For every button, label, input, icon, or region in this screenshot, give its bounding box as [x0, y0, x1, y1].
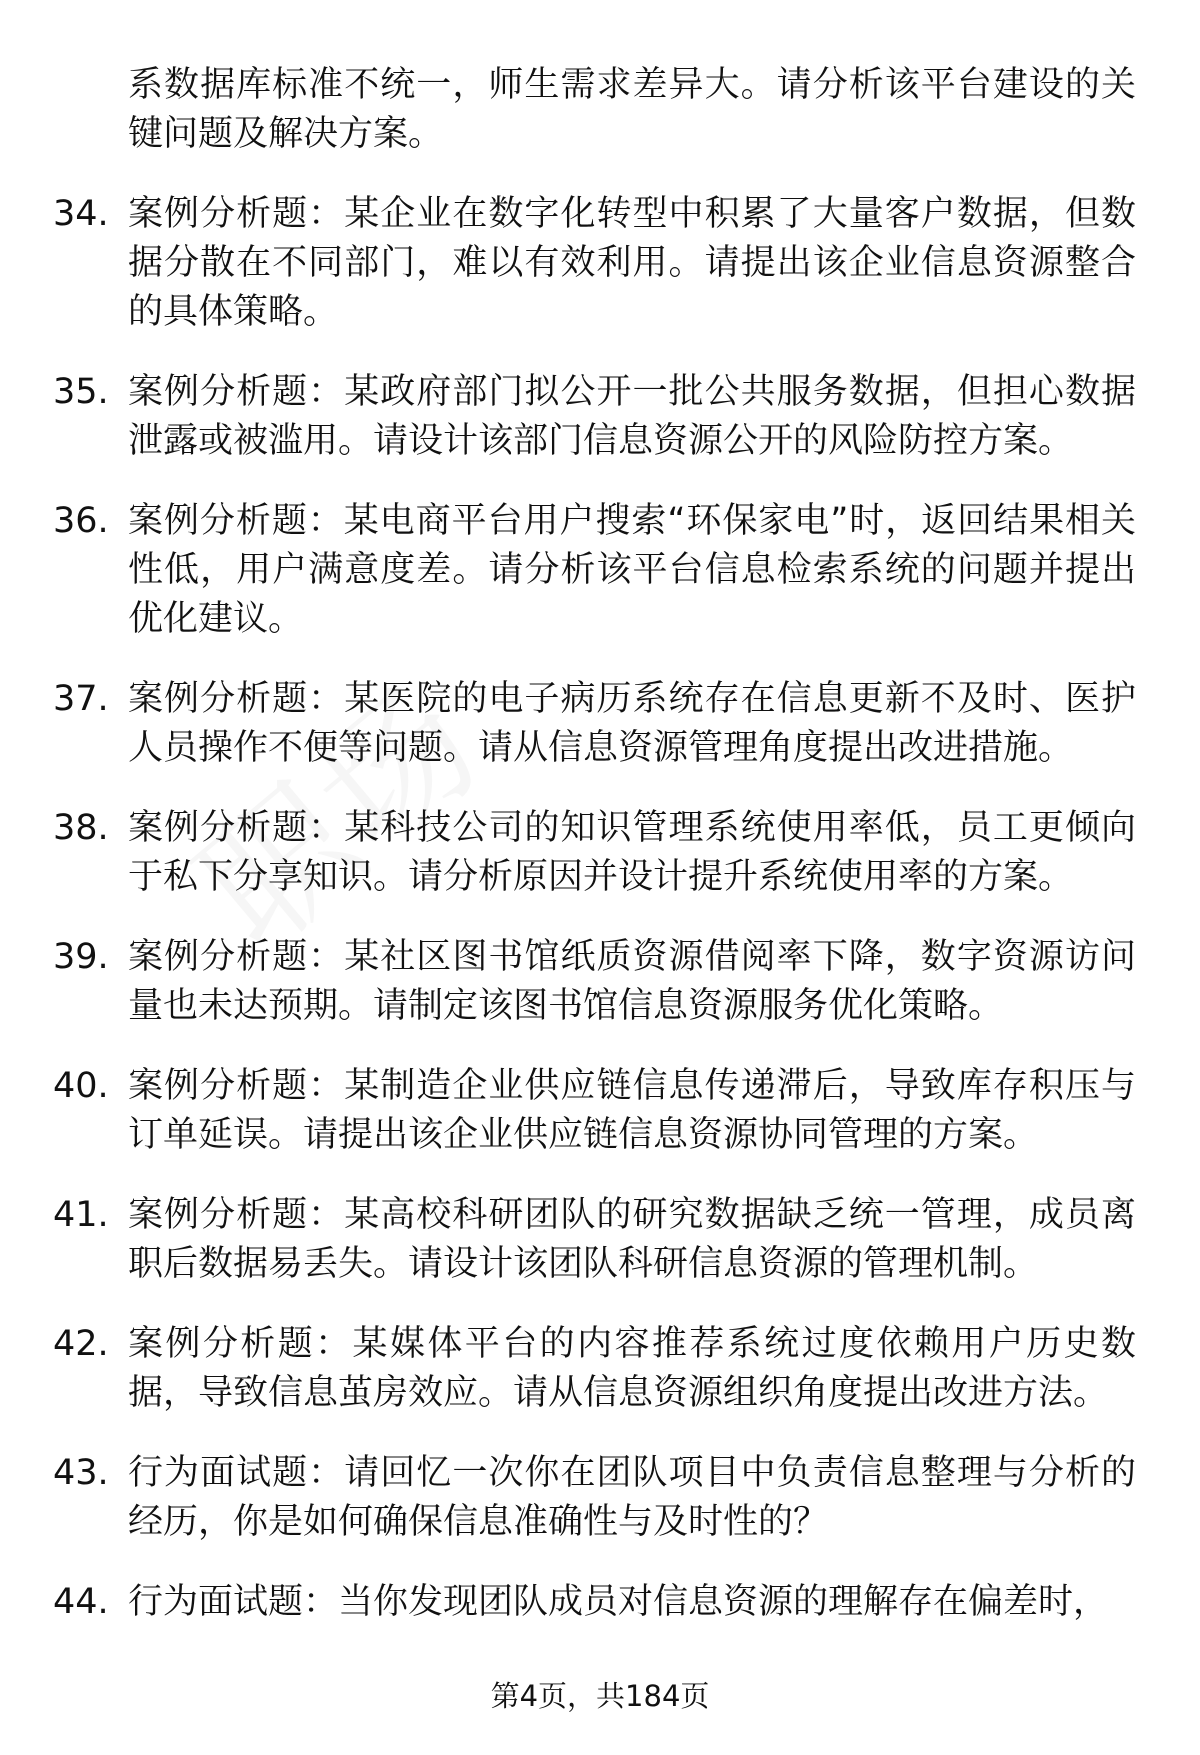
question-number: 37.	[53, 679, 109, 719]
question-text: 案例分析题：某医院的电子病历系统存在信息更新不及时、医护人员操作不便等问题。请从信息资源管理角度提出改进措施。	[128, 679, 1136, 768]
question-text: 案例分析题：某媒体平台的内容推荐系统过度依赖用户历史数据，导致信息茧房效应。请从信息资源组织角度提出改进方法。	[128, 1324, 1136, 1413]
question-text: 行为面试题：当你发现团队成员对信息资源的理解存在偏差时，	[128, 1582, 1109, 1622]
question-text: 案例分析题：某社区图书馆纸质资源借阅率下降，数字资源访问量也未达预期。请制定该图书馆信息资源服务优化策略。	[128, 937, 1136, 1026]
question-item	[0, 1449, 1136, 1547]
question-text: 系数据库标准不统一，师生需求差异大。请分析该平台建设的关键问题及解决方案。	[128, 65, 1136, 154]
question-number: 40.	[53, 1066, 109, 1106]
question-item	[0, 1062, 1136, 1160]
question-text: 案例分析题：某高校科研团队的研究数据缺乏统一管理，成员离职后数据易丢失。请设计该团队科研信息资源的管理机制。	[128, 1195, 1136, 1284]
question-item	[0, 61, 1136, 159]
question-text: 案例分析题：某科技公司的知识管理系统使用率低，员工更倾向于私下分享知识。请分析原因并设计提升系统使用率的方案。	[128, 808, 1136, 897]
question-number: 35.	[53, 372, 109, 412]
question-number: 36.	[53, 501, 109, 541]
question-item	[0, 1191, 1136, 1289]
question-number: 34.	[53, 194, 109, 234]
question-number: 38.	[53, 808, 109, 848]
question-item	[0, 1578, 1136, 1627]
question-number: 42.	[53, 1324, 109, 1364]
question-item	[0, 368, 1136, 466]
question-item	[0, 1320, 1136, 1418]
question-number: 43.	[53, 1453, 109, 1493]
question-number: 44.	[53, 1582, 109, 1622]
page-number: 第4页，共184页	[490, 1679, 710, 1713]
question-text: 行为面试题：请回忆一次你在团队项目中负责信息整理与分析的经历，你是如何确保信息准确性与及时性的？	[128, 1453, 1136, 1542]
question-text: 案例分析题：某制造企业供应链信息传递滞后，导致库存积压与订单延误。请提出该企业供应链信息资源协同管理的方案。	[128, 1066, 1136, 1155]
question-item	[0, 933, 1136, 1031]
question-number: 41.	[53, 1195, 109, 1235]
question-item	[0, 675, 1136, 773]
question-item	[0, 497, 1136, 644]
question-item	[0, 190, 1136, 337]
question-number: 39.	[53, 937, 109, 977]
question-text: 案例分析题：某电商平台用户搜索“环保家电”时，返回结果相关性低，用户满意度差。请分析该平台信息检索系统的问题并提出优化建议。	[128, 501, 1136, 639]
question-text: 案例分析题：某企业在数字化转型中积累了大量客户数据，但数据分散在不同部门，难以有效利用。请提出该企业信息资源整合的具体策略。	[128, 194, 1136, 332]
question-text: 案例分析题：某政府部门拟公开一批公共服务数据，但担心数据泄露或被滥用。请设计该部门信息资源公开的风险防控方案。	[128, 372, 1136, 461]
question-item	[0, 804, 1136, 902]
question-list	[0, 61, 1200, 1658]
